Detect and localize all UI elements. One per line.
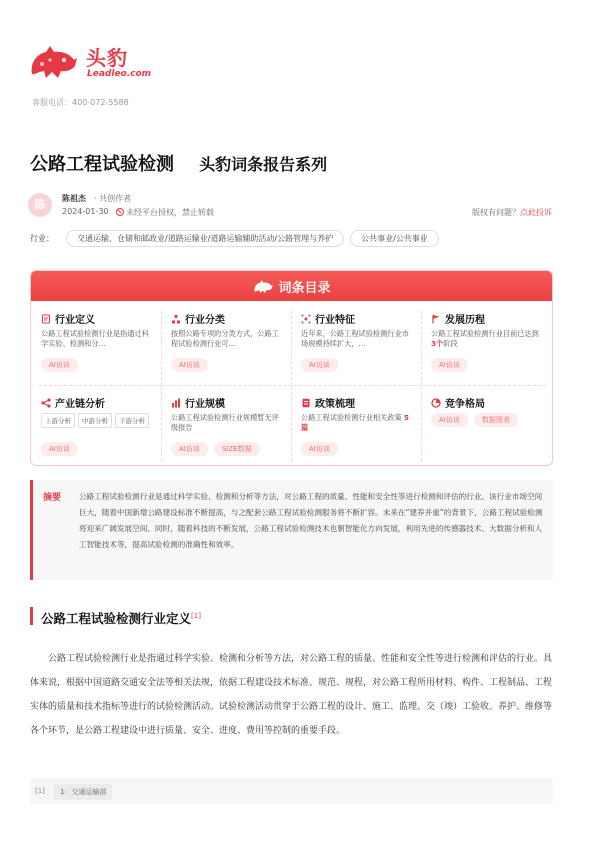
ai-interview-tag[interactable]: AI访谈	[171, 358, 208, 372]
forbidden-icon	[116, 208, 124, 216]
catalog-item-history[interactable]: 发展历程 公路工程试验检测行业目前已达到 3个阶段 AI访谈	[421, 301, 551, 383]
midstream-tag[interactable]: 中游分析	[78, 413, 112, 428]
ai-interview-tag[interactable]: AI访谈	[171, 442, 208, 456]
size-data-tag[interactable]: SIZE数据	[214, 442, 260, 456]
pie-chart-icon	[431, 398, 441, 408]
leopard-logo-icon	[28, 44, 78, 82]
brand-name: 头豹	[86, 46, 128, 70]
page-title	[30, 150, 327, 176]
section-title: 公路工程试验检测行业定义[1]	[30, 607, 201, 625]
document-icon	[41, 314, 51, 324]
copyright-note: 未经平台授权，禁止转载	[116, 207, 214, 218]
policy-doc-icon	[301, 398, 311, 408]
upstream-tag[interactable]: 上游分析	[41, 413, 75, 428]
classification-icon	[171, 314, 181, 324]
ai-interview-tag[interactable]: AI访谈	[431, 358, 468, 372]
downstream-tag[interactable]: 下游分析	[115, 413, 149, 428]
feedback: 版权有问题？点此投诉	[472, 208, 552, 217]
report-series: 头豹词条报告系列	[199, 155, 328, 174]
ai-interview-tag[interactable]: AI访谈	[41, 442, 78, 456]
author-role: · 共创作者	[94, 194, 132, 203]
avatar: 陈	[28, 193, 52, 217]
industry-label: 行业：	[30, 234, 54, 243]
summary-box	[30, 480, 553, 580]
data-chart-tag[interactable]: 数据图表	[474, 413, 518, 427]
ai-interview-tag[interactable]: AI访谈	[41, 358, 78, 372]
catalog-header	[31, 271, 552, 301]
hotline: 客服电话：400-072-5588	[32, 98, 129, 107]
industry-row	[30, 230, 439, 247]
features-icon	[301, 314, 311, 324]
flag-icon	[431, 314, 441, 324]
leopard-logo-icon	[252, 279, 272, 295]
author-name[interactable]: 陈祖杰	[62, 194, 86, 203]
brand-header	[28, 40, 228, 90]
catalog-item-scale[interactable]: 行业规模 公路工程试验检测行业规模暂无评级报告 AI访谈 SIZE数据	[161, 385, 291, 466]
catalog-panel	[30, 270, 553, 466]
reference-mark[interactable]: [1]	[191, 612, 201, 620]
reference-number: [1]	[35, 787, 45, 795]
report-title: 公路工程试验检测	[30, 154, 174, 175]
catalog-item-industry-chain[interactable]: 产业链分析 上游分析 中游分析 下游分析 AI访谈	[31, 385, 161, 466]
reference-item[interactable]: 1：交通运输部	[54, 784, 112, 800]
reference-box	[30, 778, 553, 804]
chain-icon	[41, 398, 51, 408]
catalog-item-features[interactable]: 行业特征 近年来，公路工程试验检测行业市场规模持续扩大，… AI访谈	[291, 301, 421, 383]
catalog-title: 词条目录	[278, 281, 331, 296]
industry-tag[interactable]: 公共事业/公共事业	[350, 230, 439, 247]
section-body: 公路工程试验检测行业是指通过科学实验、检测和分析等方法，对公路工程的质量、性能和安全性等进行检测和评估的行业。具体来说，根据中国道路交通安全法等相关法规，依据工程建设技术标准、规范、规程，对公路工程所用材料、构件、工程制品、工程实体的质量和技术指标等进行的试验检测活动。试验检测活动贯穿于公路工程的设计、施工、监理、交（竣）工验收、养护、维修等各个环节，是公路工程建设中进行质量、安全、进度、费用等控制的重要手段。	[30, 654, 553, 736]
catalog-item-definition[interactable]: 行业定义 公路工程试验检测行业是指通过科学实验、检测和分… AI访谈	[31, 301, 161, 383]
brand-domain: Leadleo.com	[87, 69, 152, 79]
bar-chart-icon	[171, 398, 181, 408]
ai-interview-tag[interactable]: AI访谈	[301, 442, 338, 456]
ai-interview-tag[interactable]: AI访谈	[431, 413, 468, 427]
catalog-item-policy[interactable]: 政策梳理 公路工程试验检测行业相关政策 5篇 AI访谈	[291, 385, 421, 466]
ai-interview-tag[interactable]: AI访谈	[301, 358, 338, 372]
publish-date: 2024-01-30	[62, 207, 109, 216]
summary-label: 摘要	[43, 493, 62, 503]
industry-tag[interactable]: 交通运输、仓储和邮政业/道路运输业/道路运输辅助活动/公路管理与养护	[66, 230, 344, 247]
complaint-link[interactable]: 点此投诉	[520, 208, 552, 217]
catalog-item-classification[interactable]: 行业分类 按照公路专项的分类方式，公路工程试验检测行业可… AI访谈	[161, 301, 291, 383]
summary-text: 公路工程试验检测行业是通过科学实验、检测和分析等方法，对公路工程的质量、性能和安全性等进行检测和评估的行业。该行业市场空间巨大，随着中国新增公路建设标准不断提高，与之配套公路工程试验检测服务将不断扩容。未来在“建养并重”的背景下，公路工程试验检测将迎来广阔发展空间。同时，随着科技的不断发展，公路工程试验检测技术也朝智能化方向发展，利用先进的传感器技术、大数据分析和人工智能技术等，提高试验检测的准确性和效率。	[79, 492, 543, 549]
catalog-item-competition[interactable]: 竞争格局 AI访谈 数据图表	[421, 385, 551, 466]
